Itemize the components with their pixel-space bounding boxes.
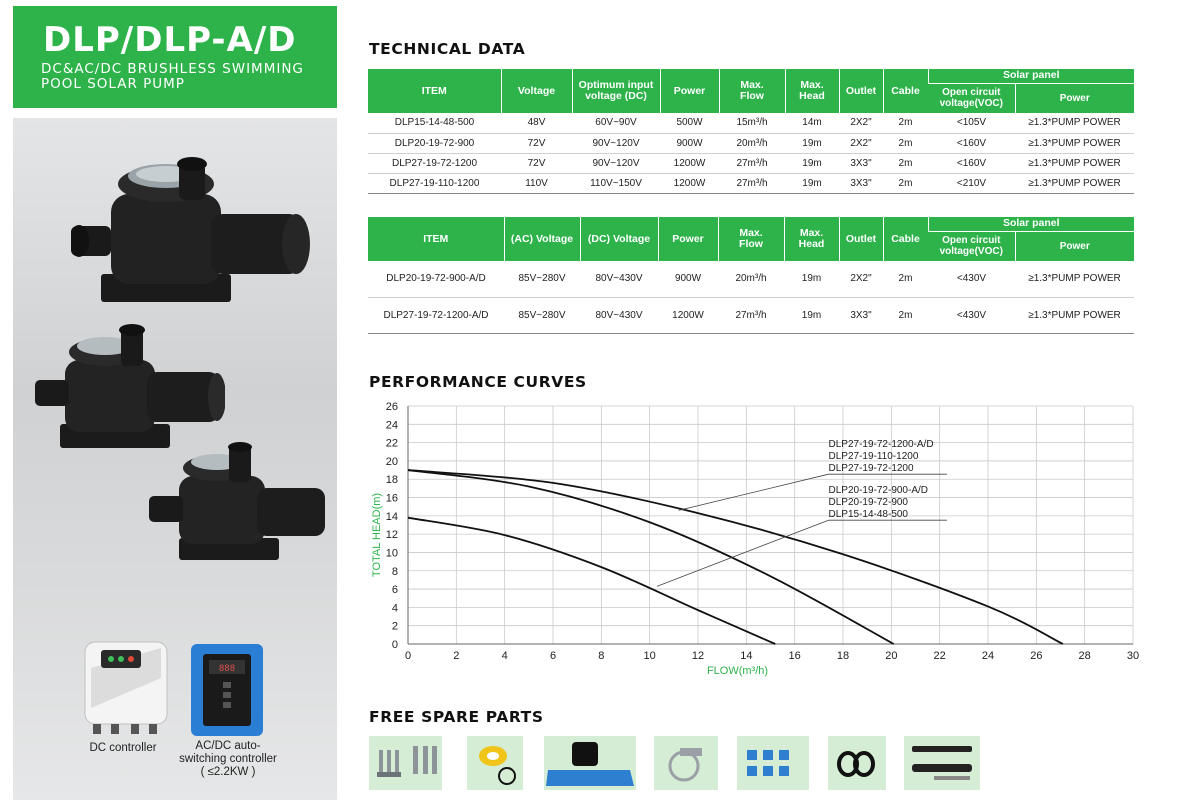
x-tick-label: 26: [1030, 650, 1043, 662]
title-banner: [13, 6, 337, 108]
technical-data-table: [368, 69, 1134, 194]
col-cable: Cable: [883, 69, 928, 113]
cell-power: 900W: [660, 133, 719, 153]
y-tick-label: 12: [385, 529, 398, 542]
product-photo-panel: [13, 118, 337, 800]
cell-dc: 80V~430V: [580, 297, 658, 333]
table-row: [368, 113, 1134, 133]
y-tick-label: 14: [385, 510, 398, 523]
col-voc: [928, 83, 1015, 113]
x-tick-label: 0: [404, 650, 412, 662]
cell-voc: <105V: [928, 113, 1015, 133]
col-outlet: Outlet: [839, 69, 883, 113]
product-title: DLP/DLP-A/D: [43, 20, 297, 60]
cell-voltage: 72V: [501, 153, 572, 173]
cell-power: 500W: [660, 113, 719, 133]
voc-line2: voltage(VOC): [939, 98, 1003, 110]
col-solar-panel: Solar panel: [928, 217, 1134, 231]
performance-curves-heading: PERFORMANCE CURVES: [369, 373, 587, 391]
cell-voltage: 110V: [501, 173, 572, 193]
cell-ac: 85V~280V: [504, 261, 580, 297]
cell-flow: 20m³/h: [719, 133, 785, 153]
x-tick-label: 12: [691, 650, 705, 662]
cell-opt: 110V~150V: [572, 173, 660, 193]
wrench-icon: [904, 736, 980, 790]
table-row: [368, 297, 1134, 333]
cell-power: 1200W: [660, 173, 719, 193]
y-tick-label: 22: [385, 437, 398, 450]
spare-part-connectors: [737, 736, 809, 790]
head-line2: Head: [798, 238, 825, 250]
x-tick-label: 10: [643, 650, 656, 662]
cell-item: DLP27-19-110-1200: [368, 173, 501, 193]
cell-voc: <210V: [928, 173, 1015, 193]
cell-cable: 2m: [883, 297, 928, 333]
col-item: ITEM: [368, 69, 501, 113]
cell-opt: 90V~120V: [572, 133, 660, 153]
y-tick-label: 24: [385, 419, 398, 432]
voc-line2: voltage(VOC): [939, 246, 1003, 258]
y-tick-label: 4: [391, 602, 398, 615]
acdc-controller-image: [187, 642, 267, 742]
pump-large-image: [71, 154, 311, 314]
col-flow: [719, 69, 785, 113]
cell-solar-power: ≥1.3*PUMP POWER: [1015, 173, 1134, 193]
x-tick-label: 28: [1078, 650, 1091, 662]
cell-ac: 85V~280V: [504, 297, 580, 333]
legend-label: DLP27-19-72-1200-A/D: [828, 439, 934, 451]
pump-medium-image: [35, 324, 225, 454]
table-row: [368, 261, 1134, 297]
col-item: ITEM: [368, 217, 504, 261]
bellows-icon: [544, 736, 636, 790]
cell-item: DLP20-19-72-900: [368, 133, 501, 153]
table-row: [368, 153, 1134, 173]
y-tick-label: 10: [385, 547, 398, 560]
cell-head: 19m: [784, 261, 839, 297]
spare-part-tape-oring: [467, 736, 523, 790]
cell-solar-power: ≥1.3*PUMP POWER: [1015, 113, 1134, 133]
seals-icon: [828, 736, 886, 790]
cell-flow: 27m³/h: [719, 173, 785, 193]
cell-outlet: 2X2": [839, 261, 883, 297]
legend-label: DLP27-19-72-1200: [828, 463, 914, 475]
x-tick-label: 18: [836, 650, 850, 662]
cell-head: 19m: [785, 133, 839, 153]
cell-item: DLP20-19-72-900-A/D: [368, 261, 504, 297]
cell-power: 1200W: [660, 153, 719, 173]
flow-line1: Max.: [740, 79, 764, 91]
cell-outlet: 2X2": [839, 133, 883, 153]
pump-small-image: [149, 442, 329, 567]
y-tick-label: 16: [385, 492, 398, 505]
spare-part-screws: [369, 736, 442, 790]
cell-outlet: 3X3": [839, 173, 883, 193]
col-voltage: Voltage: [501, 69, 572, 113]
y-tick-label: 18: [385, 474, 398, 487]
voc-line1: Open circuit: [942, 87, 1001, 99]
acdc-label-line1: AC/DC auto-: [195, 740, 261, 752]
x-tick-label: 24: [981, 650, 995, 662]
cell-solar-power: ≥1.3*PUMP POWER: [1015, 297, 1134, 333]
acdc-label-line3: ( ≤2.2KW ): [200, 766, 256, 778]
product-subtitle: DC&AC/DC BRUSHLESS SWIMMING POOL SOLAR PUMP: [41, 61, 304, 92]
y-tick-label: 6: [391, 584, 398, 597]
x-tick-label: 6: [549, 650, 557, 662]
spare-part-hose-clamp: [654, 736, 718, 790]
flow-line1: Max.: [739, 227, 763, 239]
col-outlet: Outlet: [839, 217, 883, 261]
cell-solar-power: ≥1.3*PUMP POWER: [1015, 133, 1134, 153]
table-row: [368, 133, 1134, 153]
spare-part-wrench: [904, 736, 980, 790]
cell-item: DLP15-14-48-500: [368, 113, 501, 133]
cell-head: 19m: [785, 153, 839, 173]
legend-label: DLP20-19-72-900: [828, 497, 908, 509]
teflon-tape-icon: [467, 736, 523, 790]
y-tick-label: 0: [391, 639, 398, 651]
cell-voltage: 72V: [501, 133, 572, 153]
acdc-controller-label: [163, 740, 293, 779]
x-tick-label: 2: [453, 650, 460, 662]
y-tick-label: 26: [385, 401, 398, 413]
cell-flow: 20m³/h: [718, 261, 784, 297]
y-tick-label: 2: [391, 620, 398, 633]
cell-cable: 2m: [883, 261, 928, 297]
head-line1: Max.: [800, 79, 824, 91]
col-power: Power: [658, 217, 718, 261]
y-tick-label: 8: [391, 565, 398, 578]
cell-item: DLP27-19-72-1200-A/D: [368, 297, 504, 333]
cell-cable: 2m: [883, 113, 928, 133]
legend-label: DLP27-19-110-1200: [828, 451, 919, 463]
cell-cable: 2m: [883, 173, 928, 193]
cell-power: 900W: [658, 261, 718, 297]
x-tick-label: 30: [1126, 650, 1140, 662]
cell-item: DLP27-19-72-1200: [368, 153, 501, 173]
cell-solar-power: ≥1.3*PUMP POWER: [1015, 153, 1134, 173]
col-voc: [928, 231, 1015, 261]
cell-opt: 60V~90V: [572, 113, 660, 133]
cell-opt: 90V~120V: [572, 153, 660, 173]
performance-curve-1: [408, 470, 894, 644]
x-tick-label: 16: [788, 650, 801, 662]
col-opt-voltage: [572, 69, 660, 113]
x-tick-label: 22: [933, 650, 946, 662]
col-flow: [718, 217, 784, 261]
spare-part-bellows: [544, 736, 636, 790]
cell-head: 19m: [784, 297, 839, 333]
x-tick-label: 20: [885, 650, 898, 662]
hose-clamp-icon: [654, 736, 718, 790]
col-head: [784, 217, 839, 261]
x-tick-label: 8: [598, 650, 605, 662]
connectors-icon: [737, 736, 809, 790]
cell-head: 19m: [785, 173, 839, 193]
col-power: Power: [660, 69, 719, 113]
acdc-label-line2: switching controller: [179, 753, 277, 765]
col-ac-voltage: (AC) Voltage: [504, 217, 580, 261]
dc-controller-label: DC controller: [89, 742, 157, 754]
spare-parts-heading: FREE SPARE PARTS: [369, 708, 544, 726]
cell-dc: 80V~430V: [580, 261, 658, 297]
cell-cable: 2m: [883, 133, 928, 153]
spare-part-seals: [828, 736, 886, 790]
performance-curves-chart: [360, 396, 1150, 686]
col-dc-voltage: (DC) Voltage: [580, 217, 658, 261]
cell-outlet: 3X3": [839, 297, 883, 333]
cell-voltage: 48V: [501, 113, 572, 133]
col-solar-power: Power: [1015, 83, 1134, 113]
svg-text:888: 888: [218, 664, 236, 674]
col-solar-panel: Solar panel: [928, 69, 1134, 83]
dc-controller-image: [81, 638, 171, 738]
x-tick-label: 4: [501, 650, 508, 662]
screws-icon: [369, 736, 442, 790]
cell-head: 14m: [785, 113, 839, 133]
technical-data-heading: TECHNICAL DATA: [369, 40, 526, 58]
voc-line1: Open circuit: [942, 235, 1001, 247]
opt-voltage-line2: voltage (DC): [585, 90, 647, 102]
cell-outlet: 2X2": [839, 113, 883, 133]
flow-line2: Flow: [739, 238, 763, 250]
table-row: [368, 173, 1134, 193]
cell-cable: 2m: [883, 153, 928, 173]
col-solar-power: Power: [1015, 231, 1134, 261]
cell-voc: <160V: [928, 153, 1015, 173]
legend-leader-b: [657, 520, 829, 586]
acdc-data-table: [368, 217, 1134, 334]
cell-voc: <160V: [928, 133, 1015, 153]
cell-voc: <430V: [928, 297, 1015, 333]
performance-curve-0: [408, 518, 775, 644]
col-head: [785, 69, 839, 113]
opt-voltage-line1: Optimum input: [578, 79, 654, 91]
col-cable: Cable: [883, 217, 928, 261]
cell-voc: <430V: [928, 261, 1015, 297]
y-axis-title: TOTAL HEAD(m): [371, 492, 383, 578]
cell-power: 1200W: [658, 297, 718, 333]
head-line2: Head: [799, 90, 825, 102]
head-line1: Max.: [799, 227, 824, 239]
y-tick-label: 20: [385, 455, 398, 468]
flow-line2: Flow: [740, 90, 764, 102]
cell-flow: 27m³/h: [718, 297, 784, 333]
x-axis-title: FLOW(m³/h): [706, 665, 769, 677]
performance-curve-2: [408, 470, 1063, 644]
legend-label: DLP20-19-72-900-A/D: [828, 485, 928, 497]
legend-label: DLP15-14-48-500: [828, 509, 908, 521]
cell-outlet: 3X3": [839, 153, 883, 173]
cell-flow: 27m³/h: [719, 153, 785, 173]
cell-flow: 15m³/h: [719, 113, 785, 133]
x-tick-label: 14: [740, 650, 753, 662]
cell-solar-power: ≥1.3*PUMP POWER: [1015, 261, 1134, 297]
